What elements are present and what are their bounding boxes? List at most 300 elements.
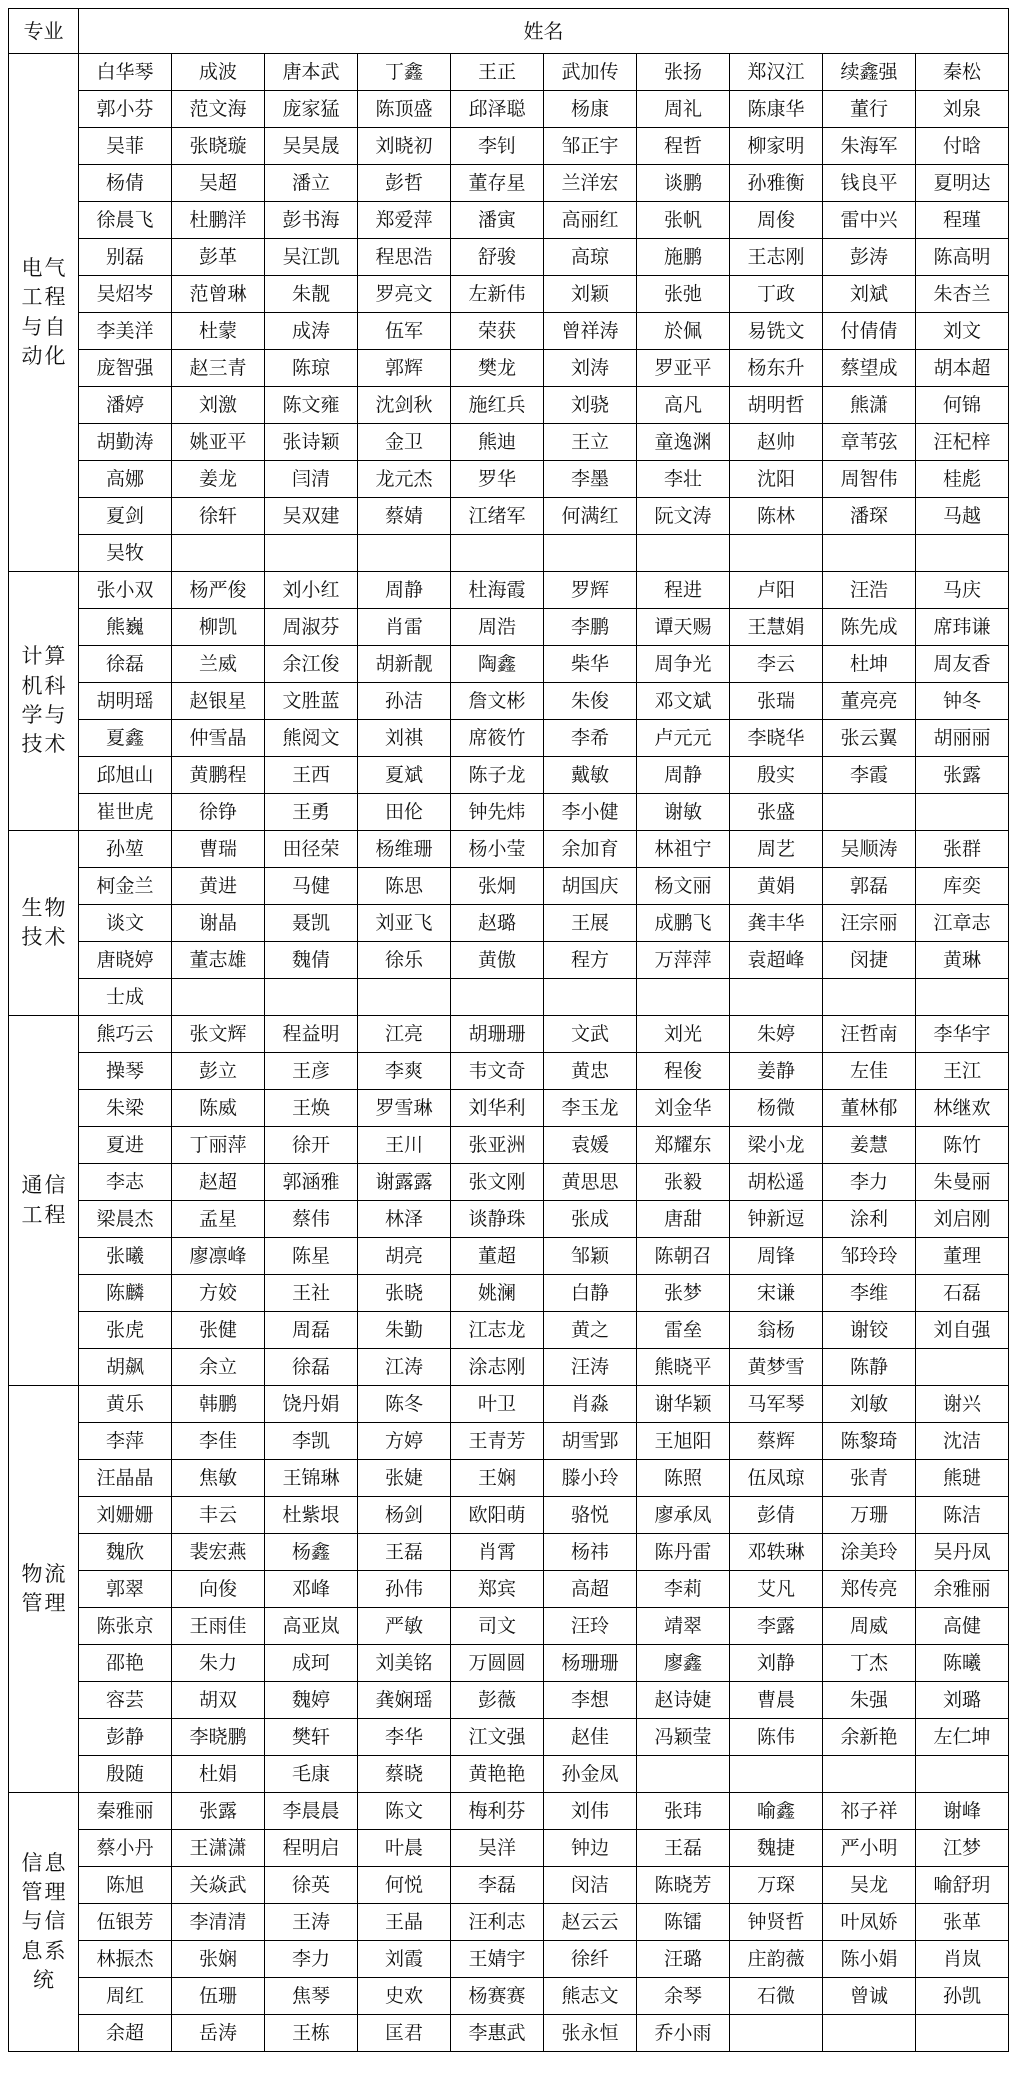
- name-cell: 孟星: [172, 1201, 265, 1238]
- name-cell: 唐晓婷: [79, 942, 172, 979]
- name-cell: 郭辉: [358, 350, 451, 387]
- table-row: [9, 387, 1009, 424]
- name-cell: [637, 1756, 730, 1793]
- name-cell: 赵诗婕: [637, 1682, 730, 1719]
- name-cell: 孙洁: [358, 683, 451, 720]
- name-cell: 李晓鹏: [172, 1719, 265, 1756]
- name-cell: 樊轩: [265, 1719, 358, 1756]
- name-cell: 秦松: [916, 54, 1009, 91]
- name-cell: 邹玲玲: [823, 1238, 916, 1275]
- name-cell: 汪哲南: [823, 1016, 916, 1053]
- name-cell: 武加传: [544, 54, 637, 91]
- name-cell: 陈文: [358, 1793, 451, 1830]
- name-cell: 余立: [172, 1349, 265, 1386]
- name-cell: 黄之: [544, 1312, 637, 1349]
- name-cell: 李美洋: [79, 313, 172, 350]
- name-cell: 樊龙: [451, 350, 544, 387]
- name-cell: 袁超峰: [730, 942, 823, 979]
- name-cell: 姚亚平: [172, 424, 265, 461]
- name-cell: 姜静: [730, 1053, 823, 1090]
- major-cell: 信息管理与信息系统: [9, 1793, 79, 2052]
- name-cell: 汪玲: [544, 1608, 637, 1645]
- name-cell: 黄忠: [544, 1053, 637, 1090]
- name-cell: 刘小红: [265, 572, 358, 609]
- name-cell: 王磊: [637, 1830, 730, 1867]
- name-cell: 龚丰华: [730, 905, 823, 942]
- name-cell: 熊迪: [451, 424, 544, 461]
- name-cell: 於佩: [637, 313, 730, 350]
- name-cell: 伍珊: [172, 1978, 265, 2015]
- name-cell: 陈高明: [916, 239, 1009, 276]
- name-cell: 石磊: [916, 1275, 1009, 1312]
- name-cell: 彭革: [172, 239, 265, 276]
- name-cell: 陈文雍: [265, 387, 358, 424]
- name-cell: 彭倩: [730, 1497, 823, 1534]
- name-cell: 杨东升: [730, 350, 823, 387]
- name-cell: 丁丽萍: [172, 1127, 265, 1164]
- name-cell: 庄韵薇: [730, 1941, 823, 1978]
- name-cell: 程进: [637, 572, 730, 609]
- name-cell: 王江: [916, 1053, 1009, 1090]
- table-row: [9, 757, 1009, 794]
- name-cell: 熊阅文: [265, 720, 358, 757]
- name-cell: 陈思: [358, 868, 451, 905]
- name-cell: 左仁坤: [916, 1719, 1009, 1756]
- name-cell: 吴牧: [79, 535, 172, 572]
- name-cell: 杨康: [544, 91, 637, 128]
- name-cell: 沈剑秋: [358, 387, 451, 424]
- table-row: [9, 1978, 1009, 2015]
- name-cell: 魏婷: [265, 1682, 358, 1719]
- name-cell: 张梦: [637, 1275, 730, 1312]
- name-cell: 胡勤涛: [79, 424, 172, 461]
- name-cell: 靖翠: [637, 1608, 730, 1645]
- table-row: [9, 1386, 1009, 1423]
- name-cell: 刘涛: [544, 350, 637, 387]
- name-cell: 焦敏: [172, 1460, 265, 1497]
- name-cell: 江文强: [451, 1719, 544, 1756]
- name-cell: 成波: [172, 54, 265, 91]
- name-cell: [730, 1756, 823, 1793]
- name-cell: 高亚岚: [265, 1608, 358, 1645]
- name-cell: 谢露露: [358, 1164, 451, 1201]
- name-cell: 阮文涛: [637, 498, 730, 535]
- name-cell: 郭小芬: [79, 91, 172, 128]
- name-cell: 邱旭山: [79, 757, 172, 794]
- name-cell: 易铣文: [730, 313, 823, 350]
- name-cell: 王立: [544, 424, 637, 461]
- name-cell: 邓轶琳: [730, 1534, 823, 1571]
- name-cell: 陈旭: [79, 1867, 172, 1904]
- name-cell: 王雨佳: [172, 1608, 265, 1645]
- name-cell: 刘骁: [544, 387, 637, 424]
- name-cell: 梁晨杰: [79, 1201, 172, 1238]
- name-cell: 江志龙: [451, 1312, 544, 1349]
- name-cell: 潘琛: [823, 498, 916, 535]
- name-cell: 肖雷: [358, 609, 451, 646]
- name-cell: 乔小雨: [637, 2015, 730, 2052]
- name-cell: 朱力: [172, 1645, 265, 1682]
- name-cell: 谭天赐: [637, 609, 730, 646]
- name-cell: 刘祺: [358, 720, 451, 757]
- name-cell: 余雅丽: [916, 1571, 1009, 1608]
- name-cell: 王晶: [358, 1904, 451, 1941]
- roster-table: [8, 8, 1009, 2052]
- name-cell: 肖霄: [451, 1534, 544, 1571]
- name-cell: 张瑞: [730, 683, 823, 720]
- name-cell: 蔡晓: [358, 1756, 451, 1793]
- name-cell: 吴双建: [265, 498, 358, 535]
- name-cell: 席玮谦: [916, 609, 1009, 646]
- name-cell: 张晓璇: [172, 128, 265, 165]
- name-cell: 陶鑫: [451, 646, 544, 683]
- major-cell: 电气工程与自动化: [9, 54, 79, 572]
- name-cell: 张文辉: [172, 1016, 265, 1053]
- name-cell: 周淑芬: [265, 609, 358, 646]
- name-cell: [172, 535, 265, 572]
- name-cell: 江绪军: [451, 498, 544, 535]
- name-cell: 王栋: [265, 2015, 358, 2052]
- name-cell: 涂美玲: [823, 1534, 916, 1571]
- name-cell: 王旭阳: [637, 1423, 730, 1460]
- roster-body: [9, 54, 1009, 2052]
- name-cell: 罗亮文: [358, 276, 451, 313]
- name-cell: 赵璐: [451, 905, 544, 942]
- name-cell: 邱泽聪: [451, 91, 544, 128]
- name-cell: 林祖宁: [637, 831, 730, 868]
- table-row: [9, 794, 1009, 831]
- table-row: [9, 1608, 1009, 1645]
- name-cell: 孙金凤: [544, 1756, 637, 1793]
- table-row: [9, 202, 1009, 239]
- name-cell: 涂利: [823, 1201, 916, 1238]
- name-cell: 操琴: [79, 1053, 172, 1090]
- name-cell: 文胜蓝: [265, 683, 358, 720]
- name-cell: 汪宗丽: [823, 905, 916, 942]
- name-cell: [451, 535, 544, 572]
- name-cell: 何满红: [544, 498, 637, 535]
- name-cell: 赵银星: [172, 683, 265, 720]
- name-cell: 刘姗姗: [79, 1497, 172, 1534]
- name-cell: 蔡辉: [730, 1423, 823, 1460]
- name-cell: 李晨晨: [265, 1793, 358, 1830]
- table-row: [9, 1867, 1009, 1904]
- name-cell: 方婷: [358, 1423, 451, 1460]
- name-cell: 蔡婧: [358, 498, 451, 535]
- table-row: [9, 1941, 1009, 1978]
- name-cell: 章苇弦: [823, 424, 916, 461]
- name-cell: 秦雅丽: [79, 1793, 172, 1830]
- name-cell: 刘光: [637, 1016, 730, 1053]
- name-cell: 程方: [544, 942, 637, 979]
- name-cell: 彭静: [79, 1719, 172, 1756]
- name-cell: 周俊: [730, 202, 823, 239]
- name-cell: 唐本武: [265, 54, 358, 91]
- name-cell: 钟贤哲: [730, 1904, 823, 1941]
- table-row: [9, 979, 1009, 1016]
- name-cell: 付倩倩: [823, 313, 916, 350]
- name-cell: 孙堃: [79, 831, 172, 868]
- name-cell: 吴洋: [451, 1830, 544, 1867]
- name-cell: 叶卫: [451, 1386, 544, 1423]
- name-cell: 成涛: [265, 313, 358, 350]
- name-cell: 高凡: [637, 387, 730, 424]
- name-cell: 吴江凯: [265, 239, 358, 276]
- name-cell: 陈洁: [916, 1497, 1009, 1534]
- name-cell: 陈竹: [916, 1127, 1009, 1164]
- name-cell: [916, 1349, 1009, 1386]
- name-cell: 喻鑫: [730, 1793, 823, 1830]
- name-cell: 徐轩: [172, 498, 265, 535]
- name-cell: 王磊: [358, 1534, 451, 1571]
- table-row: [9, 461, 1009, 498]
- name-cell: 雷垒: [637, 1312, 730, 1349]
- name-cell: 白华琴: [79, 54, 172, 91]
- name-cell: 李爽: [358, 1053, 451, 1090]
- name-cell: 叶晨: [358, 1830, 451, 1867]
- name-cell: 罗雪琳: [358, 1090, 451, 1127]
- table-row: [9, 128, 1009, 165]
- name-cell: 董林郁: [823, 1090, 916, 1127]
- name-cell: 蔡伟: [265, 1201, 358, 1238]
- name-cell: 刘静: [730, 1645, 823, 1682]
- name-cell: 林振杰: [79, 1941, 172, 1978]
- name-cell: 杜海霞: [451, 572, 544, 609]
- name-cell: 杨倩: [79, 165, 172, 202]
- name-cell: 刘泉: [916, 91, 1009, 128]
- name-cell: 柯金兰: [79, 868, 172, 905]
- name-cell: 董存星: [451, 165, 544, 202]
- name-cell: 郑爱萍: [358, 202, 451, 239]
- name-cell: 彭哲: [358, 165, 451, 202]
- name-cell: 谈鹏: [637, 165, 730, 202]
- name-cell: 成珂: [265, 1645, 358, 1682]
- name-cell: 汪晶晶: [79, 1460, 172, 1497]
- name-cell: 周威: [823, 1608, 916, 1645]
- name-cell: 胡国庆: [544, 868, 637, 905]
- name-cell: 曹瑞: [172, 831, 265, 868]
- name-cell: 吴炤岑: [79, 276, 172, 313]
- name-cell: [265, 979, 358, 1016]
- name-cell: 李华宇: [916, 1016, 1009, 1053]
- name-cell: 周礼: [637, 91, 730, 128]
- name-cell: 江章志: [916, 905, 1009, 942]
- name-cell: 李萍: [79, 1423, 172, 1460]
- name-cell: 熊潇: [823, 387, 916, 424]
- name-cell: 蔡望成: [823, 350, 916, 387]
- name-cell: 张玮: [637, 1793, 730, 1830]
- name-cell: 黄艳艳: [451, 1756, 544, 1793]
- name-cell: 程哲: [637, 128, 730, 165]
- name-cell: 万圆圆: [451, 1645, 544, 1682]
- name-cell: 龚娴瑶: [358, 1682, 451, 1719]
- name-cell: 胡丽丽: [916, 720, 1009, 757]
- name-cell: 黄进: [172, 868, 265, 905]
- name-cell: 李希: [544, 720, 637, 757]
- name-cell: 朱靓: [265, 276, 358, 313]
- table-row: [9, 868, 1009, 905]
- major-cell: 物流管理: [9, 1386, 79, 1793]
- table-row: [9, 1423, 1009, 1460]
- name-cell: 伍军: [358, 313, 451, 350]
- table-row: [9, 1127, 1009, 1164]
- name-cell: 熊琎: [916, 1460, 1009, 1497]
- name-cell: 朱曼丽: [916, 1164, 1009, 1201]
- name-cell: 夏斌: [358, 757, 451, 794]
- name-cell: 梁小龙: [730, 1127, 823, 1164]
- name-cell: 周锋: [730, 1238, 823, 1275]
- name-cell: 王娴: [451, 1460, 544, 1497]
- name-cell: 程俊: [637, 1053, 730, 1090]
- name-cell: 江梦: [916, 1830, 1009, 1867]
- name-cell: 杜蒙: [172, 313, 265, 350]
- major-cell: 计算机科学与技术: [9, 572, 79, 831]
- name-cell: 张成: [544, 1201, 637, 1238]
- name-cell: 李磊: [451, 1867, 544, 1904]
- name-cell: 邓峰: [265, 1571, 358, 1608]
- name-cell: 郑宾: [451, 1571, 544, 1608]
- table-row: [9, 1756, 1009, 1793]
- name-cell: [265, 535, 358, 572]
- name-cell: 赵云云: [544, 1904, 637, 1941]
- name-cell: 余江俊: [265, 646, 358, 683]
- name-cell: 王潇潇: [172, 1830, 265, 1867]
- name-cell: 张虎: [79, 1312, 172, 1349]
- name-cell: 毛康: [265, 1756, 358, 1793]
- name-cell: 续鑫强: [823, 54, 916, 91]
- name-cell: 刘霞: [358, 1941, 451, 1978]
- name-cell: 刘璐: [916, 1682, 1009, 1719]
- name-cell: 何悦: [358, 1867, 451, 1904]
- name-cell: 李佳: [172, 1423, 265, 1460]
- name-cell: 滕小玲: [544, 1460, 637, 1497]
- table-row: [9, 350, 1009, 387]
- name-cell: 高娜: [79, 461, 172, 498]
- name-cell: 严敏: [358, 1608, 451, 1645]
- name-cell: 万萍萍: [637, 942, 730, 979]
- name-cell: 杨严俊: [172, 572, 265, 609]
- name-cell: 张娴: [172, 1941, 265, 1978]
- name-cell: 朱海军: [823, 128, 916, 165]
- name-cell: 左佳: [823, 1053, 916, 1090]
- name-cell: [823, 979, 916, 1016]
- name-cell: 荣获: [451, 313, 544, 350]
- table-row: [9, 1830, 1009, 1867]
- name-cell: 胡新靓: [358, 646, 451, 683]
- name-cell: 谢华颖: [637, 1386, 730, 1423]
- name-cell: 陈威: [172, 1090, 265, 1127]
- name-cell: 杨文丽: [637, 868, 730, 905]
- name-cell: 陈小娟: [823, 1941, 916, 1978]
- name-cell: 黄思思: [544, 1164, 637, 1201]
- name-cell: 熊志文: [544, 1978, 637, 2015]
- name-cell: 王社: [265, 1275, 358, 1312]
- name-cell: 王婧宇: [451, 1941, 544, 1978]
- name-cell: 肖淼: [544, 1386, 637, 1423]
- name-cell: 翁杨: [730, 1312, 823, 1349]
- table-row: [9, 572, 1009, 609]
- name-cell: 张毅: [637, 1164, 730, 1201]
- name-cell: 杨祎: [544, 1534, 637, 1571]
- name-cell: 焦琴: [265, 1978, 358, 2015]
- table-row: [9, 54, 1009, 91]
- name-cell: 王西: [265, 757, 358, 794]
- name-cell: 赵佳: [544, 1719, 637, 1756]
- name-cell: 文武: [544, 1016, 637, 1053]
- name-cell: 王青芳: [451, 1423, 544, 1460]
- name-cell: 仲雪晶: [172, 720, 265, 757]
- name-cell: 熊巍: [79, 609, 172, 646]
- name-cell: 朱俊: [544, 683, 637, 720]
- name-cell: [916, 979, 1009, 1016]
- name-cell: 陈顶盛: [358, 91, 451, 128]
- name-cell: 李晓华: [730, 720, 823, 757]
- name-cell: 钟冬: [916, 683, 1009, 720]
- name-cell: 陈麟: [79, 1275, 172, 1312]
- name-cell: 罗辉: [544, 572, 637, 609]
- name-cell: 汪浩: [823, 572, 916, 609]
- name-cell: 吴顺涛: [823, 831, 916, 868]
- name-cell: 李力: [265, 1941, 358, 1978]
- name-cell: 张群: [916, 831, 1009, 868]
- name-cell: 李钊: [451, 128, 544, 165]
- name-cell: 刘金华: [637, 1090, 730, 1127]
- name-cell: 杨小莹: [451, 831, 544, 868]
- name-cell: [823, 535, 916, 572]
- name-cell: 王锦琳: [265, 1460, 358, 1497]
- name-cell: 张弛: [637, 276, 730, 313]
- name-cell: 陈张京: [79, 1608, 172, 1645]
- name-cell: 库奕: [916, 868, 1009, 905]
- name-cell: 郭涵雅: [265, 1164, 358, 1201]
- name-cell: 雷中兴: [823, 202, 916, 239]
- name-cell: 丁鑫: [358, 54, 451, 91]
- name-cell: 杜坤: [823, 646, 916, 683]
- name-cell: 韩鹏: [172, 1386, 265, 1423]
- name-cell: 李清清: [172, 1904, 265, 1941]
- name-cell: 关焱武: [172, 1867, 265, 1904]
- name-cell: 孙凯: [916, 1978, 1009, 2015]
- name-cell: 张帆: [637, 202, 730, 239]
- name-cell: 韦文奇: [451, 1053, 544, 1090]
- name-cell: 张盛: [730, 794, 823, 831]
- name-cell: 伍银芳: [79, 1904, 172, 1941]
- name-cell: 肖岚: [916, 1941, 1009, 1978]
- name-cell: 艾凡: [730, 1571, 823, 1608]
- name-cell: 谢兴: [916, 1386, 1009, 1423]
- name-cell: 庞智强: [79, 350, 172, 387]
- table-row: [9, 1053, 1009, 1090]
- name-cell: 邹正宇: [544, 128, 637, 165]
- name-cell: 王志刚: [730, 239, 823, 276]
- table-row: [9, 1090, 1009, 1127]
- name-cell: 杨珊珊: [544, 1645, 637, 1682]
- name-cell: 钱良平: [823, 165, 916, 202]
- name-cell: 刘伟: [544, 1793, 637, 1830]
- name-cell: 赵超: [172, 1164, 265, 1201]
- name-cell: 刘斌: [823, 276, 916, 313]
- table-row: [9, 91, 1009, 128]
- name-cell: 李玉龙: [544, 1090, 637, 1127]
- name-cell: 朱婷: [730, 1016, 823, 1053]
- name-cell: 钟先炜: [451, 794, 544, 831]
- table-row: [9, 831, 1009, 868]
- name-cell: 黄鹏程: [172, 757, 265, 794]
- name-cell: 黄梦雪: [730, 1349, 823, 1386]
- name-cell: 周红: [79, 1978, 172, 2015]
- name-cell: [544, 979, 637, 1016]
- name-cell: 董行: [823, 91, 916, 128]
